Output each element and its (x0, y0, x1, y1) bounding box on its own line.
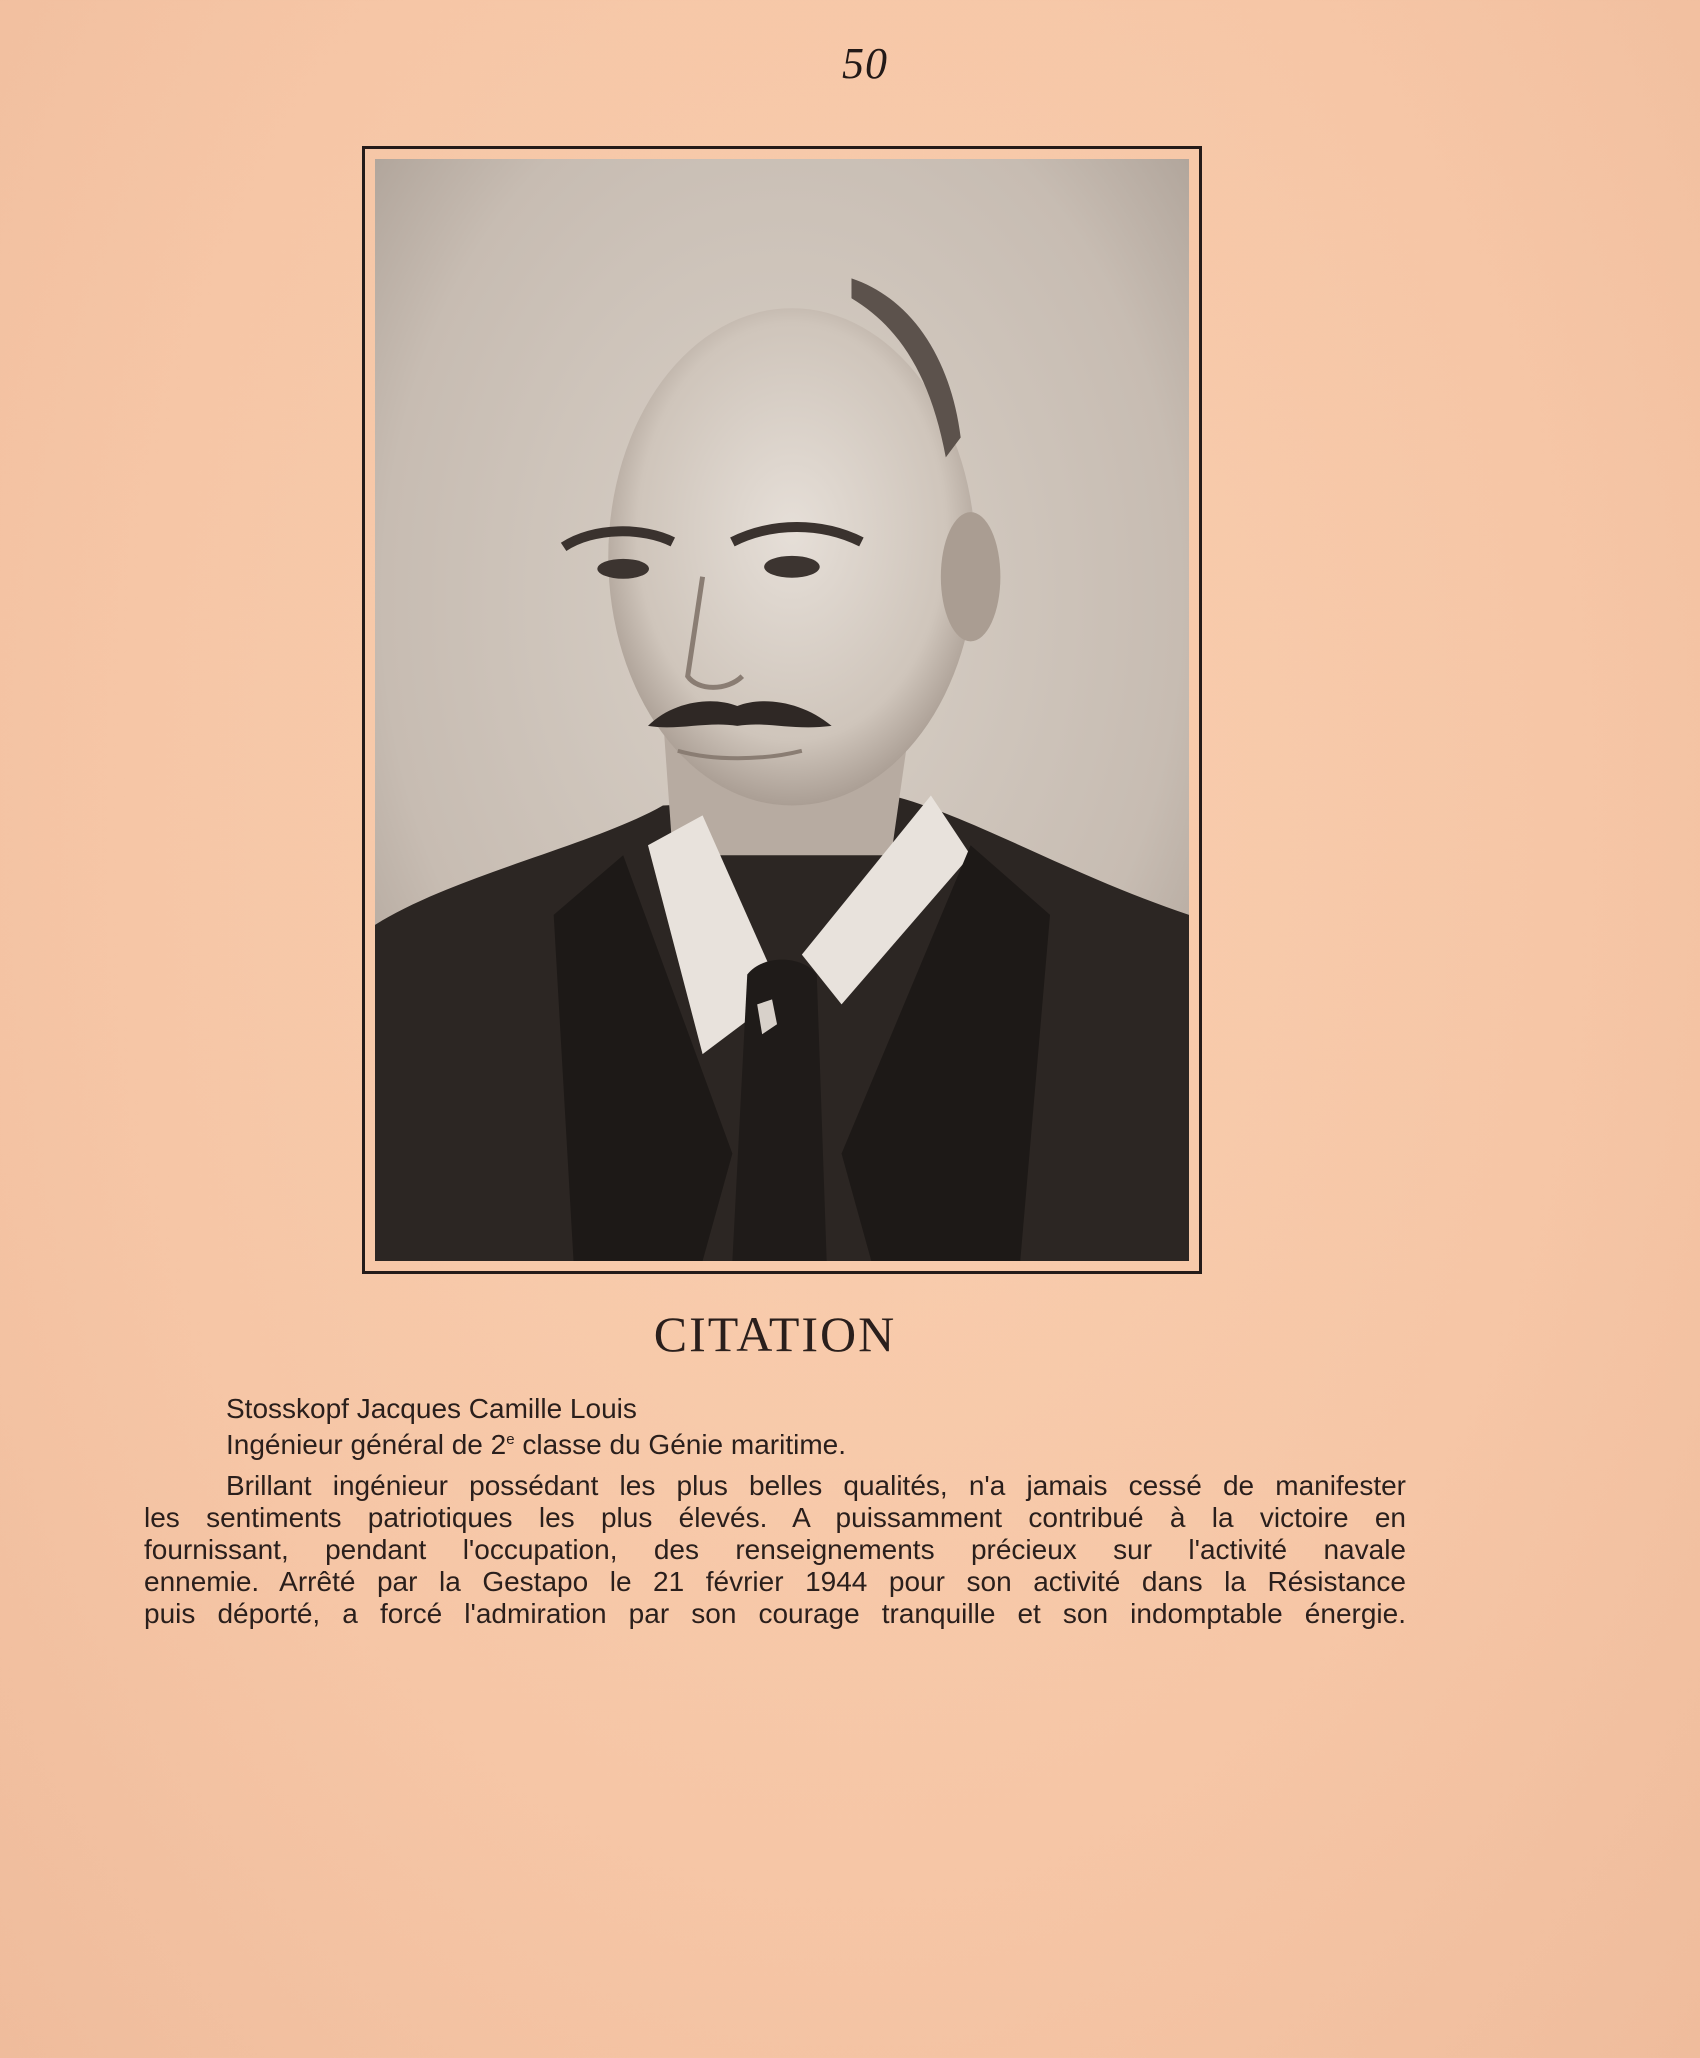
citation-line: Brillant ingénieur possédant les plus belles qualités, n'a jamais cessé de manifester (226, 1470, 1406, 1501)
subject-rank-superscript: e (506, 1431, 515, 1448)
citation-line: ennemie. Arrêté par la Gestapo le 21 février 1944 pour son activité dans la Résistance (144, 1566, 1406, 1597)
subject-rank-suffix: classe du Génie maritime. (514, 1429, 847, 1460)
subject-name: Stosskopf Jacques Camille Louis (226, 1393, 637, 1424)
portrait-frame (362, 146, 1202, 1274)
subject-rank-prefix: Ingénieur général de 2 (226, 1429, 507, 1460)
citation-text (144, 1470, 1406, 1630)
citation-line: fournissant, pendant l'occupation, des renseignements précieux sur l'activité navale (144, 1534, 1406, 1565)
citation-line: les sentiments patriotiques les plus élevés. A puissamment contribué à la victoire en (144, 1502, 1406, 1533)
citation-heading: CITATION (653, 1306, 897, 1362)
portrait-photo (375, 159, 1189, 1261)
citation-line: puis déporté, a forcé l'admiration par son courage tranquille et son indomptable énergie. (144, 1598, 1406, 1629)
page-number: 50 (842, 39, 888, 88)
subject-block (226, 1393, 846, 1460)
subject-rank (226, 1424, 846, 1460)
